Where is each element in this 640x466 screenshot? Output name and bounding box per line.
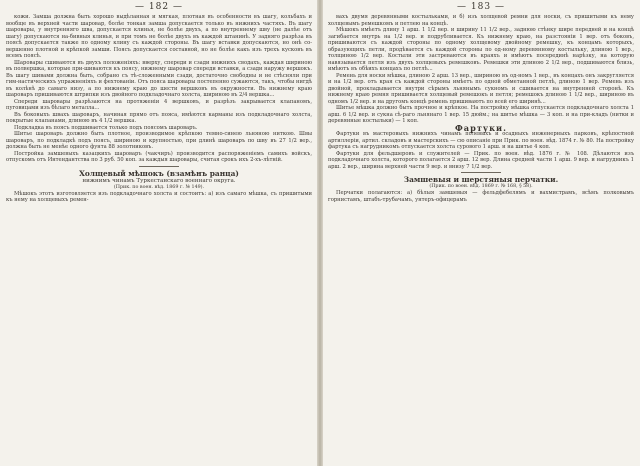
left-page-body [6,14,312,204]
right-page-number: — 183 — [457,2,505,12]
left-paragraph: Постройка замшевыхъ казацкихъ шароваръ (чакчиръ) производится распоряженіемъ самихъ войскъ, отпускомъ отъ Интендантства по 3 руб. 50 коп. за каждыя шаровары, считая срокъ ихъ 2-хъ-лѣтній. [6,150,312,163]
right-page-body [328,14,634,203]
page-gutter [317,0,323,466]
gloves-order-reference: (Прик. по воен. вѣд. 1869 г. № 168, § 58). [429,184,533,189]
left-page [6,0,312,466]
right-paragraph: Шитье мѣшка должно быть прочное и крѣпкое. На постройку мѣшка отпускается подкладочнаго холста 1 арш. 6 1/2 вер. и сукна сѣ-раго льнянаго 1 вер. 15 дюйм.; на шитье мѣшка — 3 коп. и на при-кладъ (нитки и деревянные костыльки) — 1 коп. [328,105,634,124]
left-page-number: — 182 — [135,2,183,12]
left-paragraph: Въ боковыхъ швахъ шароваръ, начиная прямо отъ пояса, имѣются карманы изъ подкладочнаго холста, покрытые клапанами, длиною въ 4 1/2 вершка. [6,111,312,124]
divider [139,166,179,167]
left-closing-paragraph: Мѣшокъ этотъ изготовляется изъ подкладочнаго холста и состоитъ: а) изъ самаго мѣшка, съ пришитыми къ нему на холщевыхъ ремен- [6,190,312,203]
left-paragraph: Спереди шаровары разрѣзаются на протяженіи 4 вершковъ, и разрѣзъ закрывается клапаномъ, пуговицами изъ бѣлаго металла... [6,98,312,111]
right-paragraph: вахъ двумя деревянными костыльками, и б) изъ холщевой ремни для носки, съ пришитыми къ нему холщевымъ ремешкомъ и петлею на концѣ. [328,14,634,27]
right-paragraph: Мѣшокъ имѣетъ длину 1 арш. 1 1/2 вер. и ширину 11 1/2 вер., заднюю стѣнку шире передней и на концѣ загибается внутрь на 1/2 вер. и подрубливается. Къ нижнему краю, на разстояніи 1 вер. отъ боковъ, пришиваются съ каждой стороны по одному холщевому двойному ремешку, къ концамъ которыхъ, образующихъ петли, продѣвается съ каждой стороны по од-ному деревянному костыльку, длиною 1 вер., толщиною 1/2 вер. Костыли эти застреваются въ краяхъ и имѣютъ посерединѣ нарѣзку, на которую навязывается петля изъ двухъ холщевыхъ ремешковъ. Ремешки эти длиною 2 1/2 вер., подшиваются близь, имѣютъ въ обѣихъ концахъ по петлѣ... [328,27,634,72]
left-paragraph: Шитье шароваръ должно быть плотное, производимое крѣпкою темно-синею льняною ниткою. Швы шароваръ, по подкладкѣ подъ поясъ, шириною и крупностью, при длинѣ шароваръ по шву въ 27 1/2 вер., должна быть не менѣе одного фунта 88 золотниковъ. [6,131,312,150]
apron-paragraph: Фартуки въ мастеровыхъ нижнихъ чинамъ полевыхъ и осадныхъ инженерныхъ парковъ, крѣпостной артиллеріи, артил. складовъ и мастерскихъ — сю описаніе при Прик. по воен. вѣд. 1874 г. № 80. На постройку фартука съ нагрудникомъ отпускается холста сурового 1 арш. и на шитье 4 коп. [328,131,634,150]
left-paragraph: Шаровары сшиваются въ двухъ положеніяхъ: вверху, спереди и сзади нижнихъ сводахъ, каждая шириною въ полвершка, которые при-шиваются къ поясу, нижнему шаровар спереди вставки, а сзади наружу вершокъ. Въ шагу шивами должна быть, собрано съ тѣ-сложенными сзади, достаточно свободны и не стѣсняли при гим-настическихъ упражненіяхъ и фехтованіи. Отъ пояса шаровары постепенно сужаются, такъ, чтобы нигдѣ въ колѣнѣ до самаго низу, а по нижнему краю до шести вершковъ въ окружности. Въ нижнему краю шароваръ пришиваются штрипки изъ двойного подкладочнаго холста, шириною въ 2/4 вершка... [6,59,312,98]
gloves-paragraph: Перчатки полагаются: а) бѣлыя замшевыя — фельдфебелямъ и вахмистрамъ, всѣмъ полковымъ горнистамъ, штабъ-трубачамъ, унтеръ-офицерамъ [328,190,634,203]
left-paragraph: Подкладка въ поясъ подшивается только подъ поясомъ шароваръ. [14,124,198,131]
section-subheading: нижнимъ чинамъ Туркестанскаго военнаго округа. [82,177,236,184]
left-paragraph: кожи. Замша должна быть хорошо выдѣланная и мягкая, плотная въ особенности въ шагу, кольбахъ и вообще въ верхней части шаровар, болѣе тонкая замша допускается только въ нижнихъ частяхъ. Въ шагу шаровары, у внутренняго шва, допускается клинья, не болѣе двухъ, а по внутреннему шву (не далѣе отъ шагу) допускаются на-бивныя клинья, и при томъ не болѣе двухъ въ каждой штанинѣ. У задняго разрѣза въ поясѣ допускается также по одному клину съ каждой стороны. Въ шагу вставки допускаются, но онѣ со-вершенно плотной и крѣпкой замши. Поясъ допускается составной, но не болѣе какъ изъ трехъ кусковъ въ всемъ поясѣ. [6,14,312,59]
gloves-heading: Замшевыя и шерстяныя перчатки. [403,175,559,184]
section-heading: Холщевый мѣшокъ (взамѣнъ ранца) [79,168,239,178]
order-reference: (Прик. по воен. вѣд. 1869 г. № 149). [113,184,205,190]
apron-paragraph: Фартуки для фельдшеровъ и служителей — Прик. по воен. вѣд. 1876 г. № 108. Дѣлаются изъ подкладочнаго холста, которого полагается 2 арш. 12 вер. Длина средней части 1 арш. 9 вер. и нагрудникъ 1 арш. 2 вер., ширина верхней части 9 вер. и внизу 7 1/2 вер. [328,150,634,170]
section-title-aprons: Фартуки. [455,122,507,133]
right-page [328,0,634,466]
right-paragraph: Ремень для носки мѣшка, длиною 2 арш. 13 вер., шириною въ од-номъ 1 вер., въ концахъ онъ закругляется и на 1/2 вер. отъ края съ каждой стороны имѣетъ по одной обметанной петлѣ, длиною 1 вер. Ремень изъ двойной, прокладывается внутри сѣрымъ льнянымъ сукномъ и сшивается на внутренней сторонѣ. Къ нижнему краю ремня пришивается холщевый ремешокъ и петля; ремешокъ длиною 1 1/2 вер., шириною въ одномъ 1/2 вер. и на другомъ концѣ ремень пришиваютъ по всей его ширинѣ... [328,72,634,105]
divider [461,172,501,173]
